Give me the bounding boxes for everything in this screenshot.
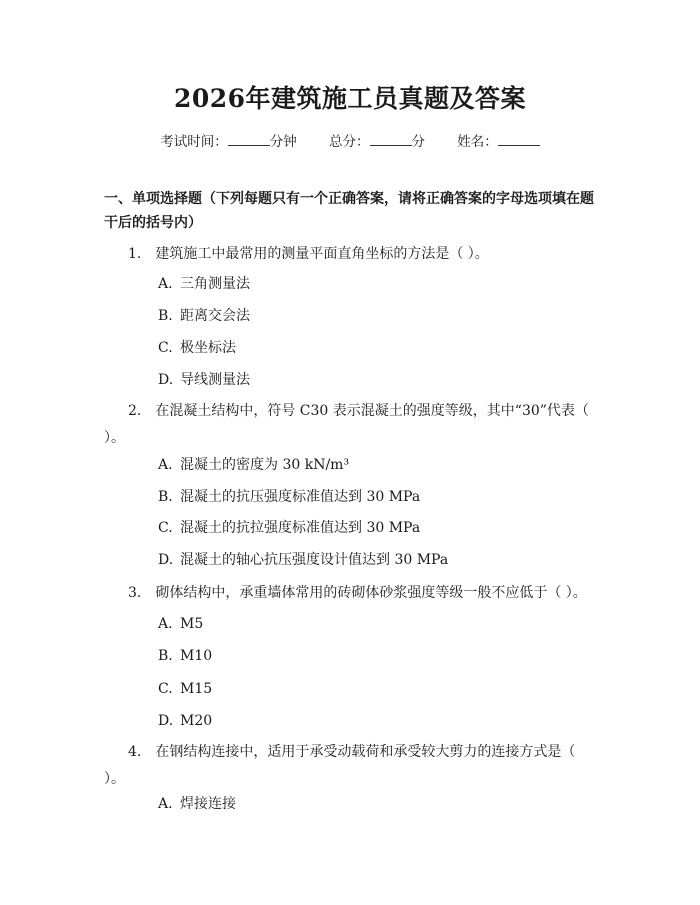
option-letter: D.	[158, 372, 174, 388]
section-heading: 一、单项选择题（下列每题只有一个正确答案，请将正确答案的字母选项填在题干后的括号内）	[104, 191, 594, 231]
option-text: 混凝土的抗拉强度标准值达到 30 MPa	[180, 520, 421, 536]
question-4-option-a[interactable]	[158, 794, 588, 814]
option-letter: B.	[158, 648, 173, 664]
option-text: M20	[180, 713, 213, 729]
option-text: 导线测量法	[180, 372, 250, 388]
question-1-option-a[interactable]	[158, 274, 588, 294]
option-letter: C.	[158, 340, 173, 356]
question-2-option-a[interactable]	[158, 455, 588, 475]
total-score-blank[interactable]	[370, 131, 412, 146]
question-1-option-d[interactable]	[158, 370, 588, 390]
option-letter: A.	[158, 457, 173, 473]
question-4-stem: 4. 在钢结构连接中，适用于承受动载荷和承受较大剪力的连接方式是（ ）。	[104, 744, 576, 787]
exam-time-label: 考试时间：	[160, 134, 228, 150]
exam-time-unit: 分钟	[269, 134, 297, 150]
option-text: 混凝土的抗压强度标准值达到 30 MPa	[180, 489, 421, 505]
option-letter: A.	[158, 276, 173, 292]
question-3-option-b[interactable]	[158, 646, 588, 666]
total-score-unit: 分	[411, 134, 425, 150]
question-3-option-d[interactable]	[158, 711, 588, 731]
total-score-label: 总分：	[329, 134, 370, 150]
option-text: 极坐标法	[180, 340, 236, 356]
option-text: 三角测量法	[180, 276, 250, 292]
option-text: 焊接连接	[180, 796, 236, 812]
option-letter: A.	[158, 616, 173, 632]
page-title: 2026年建筑施工员真题及答案	[173, 84, 527, 113]
option-text: 混凝土的密度为 30 kN/m³	[180, 457, 350, 473]
question-3-option-a[interactable]	[158, 614, 588, 634]
question-3-option-c[interactable]	[158, 679, 588, 699]
name-label: 姓名：	[457, 134, 498, 150]
option-letter: B.	[158, 489, 173, 505]
question-3-stem: 3. 砌体结构中，承重墙体常用的砖砌体砂浆强度等级一般不应低于（ ）。	[128, 585, 587, 601]
question-2-option-b[interactable]	[158, 487, 588, 507]
question-2-option-d[interactable]	[158, 550, 588, 570]
exam-meta	[0, 131, 700, 152]
option-text: 混凝土的轴心抗压强度设计值达到 30 MPa	[180, 552, 449, 568]
option-letter: D.	[158, 713, 174, 729]
question-1-option-c[interactable]	[158, 338, 588, 358]
option-text: M15	[180, 681, 213, 697]
total-score-field	[329, 131, 425, 152]
option-text: M5	[180, 616, 204, 632]
option-text: 距离交会法	[180, 308, 250, 324]
question-2-option-c[interactable]	[158, 518, 588, 538]
option-letter: D.	[158, 552, 174, 568]
option-letter: C.	[158, 520, 173, 536]
option-letter: C.	[158, 681, 173, 697]
option-letter: B.	[158, 308, 173, 324]
option-text: M10	[180, 648, 213, 664]
exam-time-field	[160, 131, 297, 152]
name-blank[interactable]	[498, 131, 540, 146]
option-letter: A.	[158, 796, 173, 812]
name-field	[457, 131, 540, 152]
question-2-stem: 2. 在混凝土结构中，符号 C30 表示混凝土的强度等级，其中“30”代表（ ）。	[104, 403, 589, 446]
exam-time-blank[interactable]	[228, 131, 270, 146]
question-1-stem: 1. 建筑施工中最常用的测量平面直角坐标的方法是（ ）。	[128, 246, 489, 262]
question-1-option-b[interactable]	[158, 306, 588, 326]
